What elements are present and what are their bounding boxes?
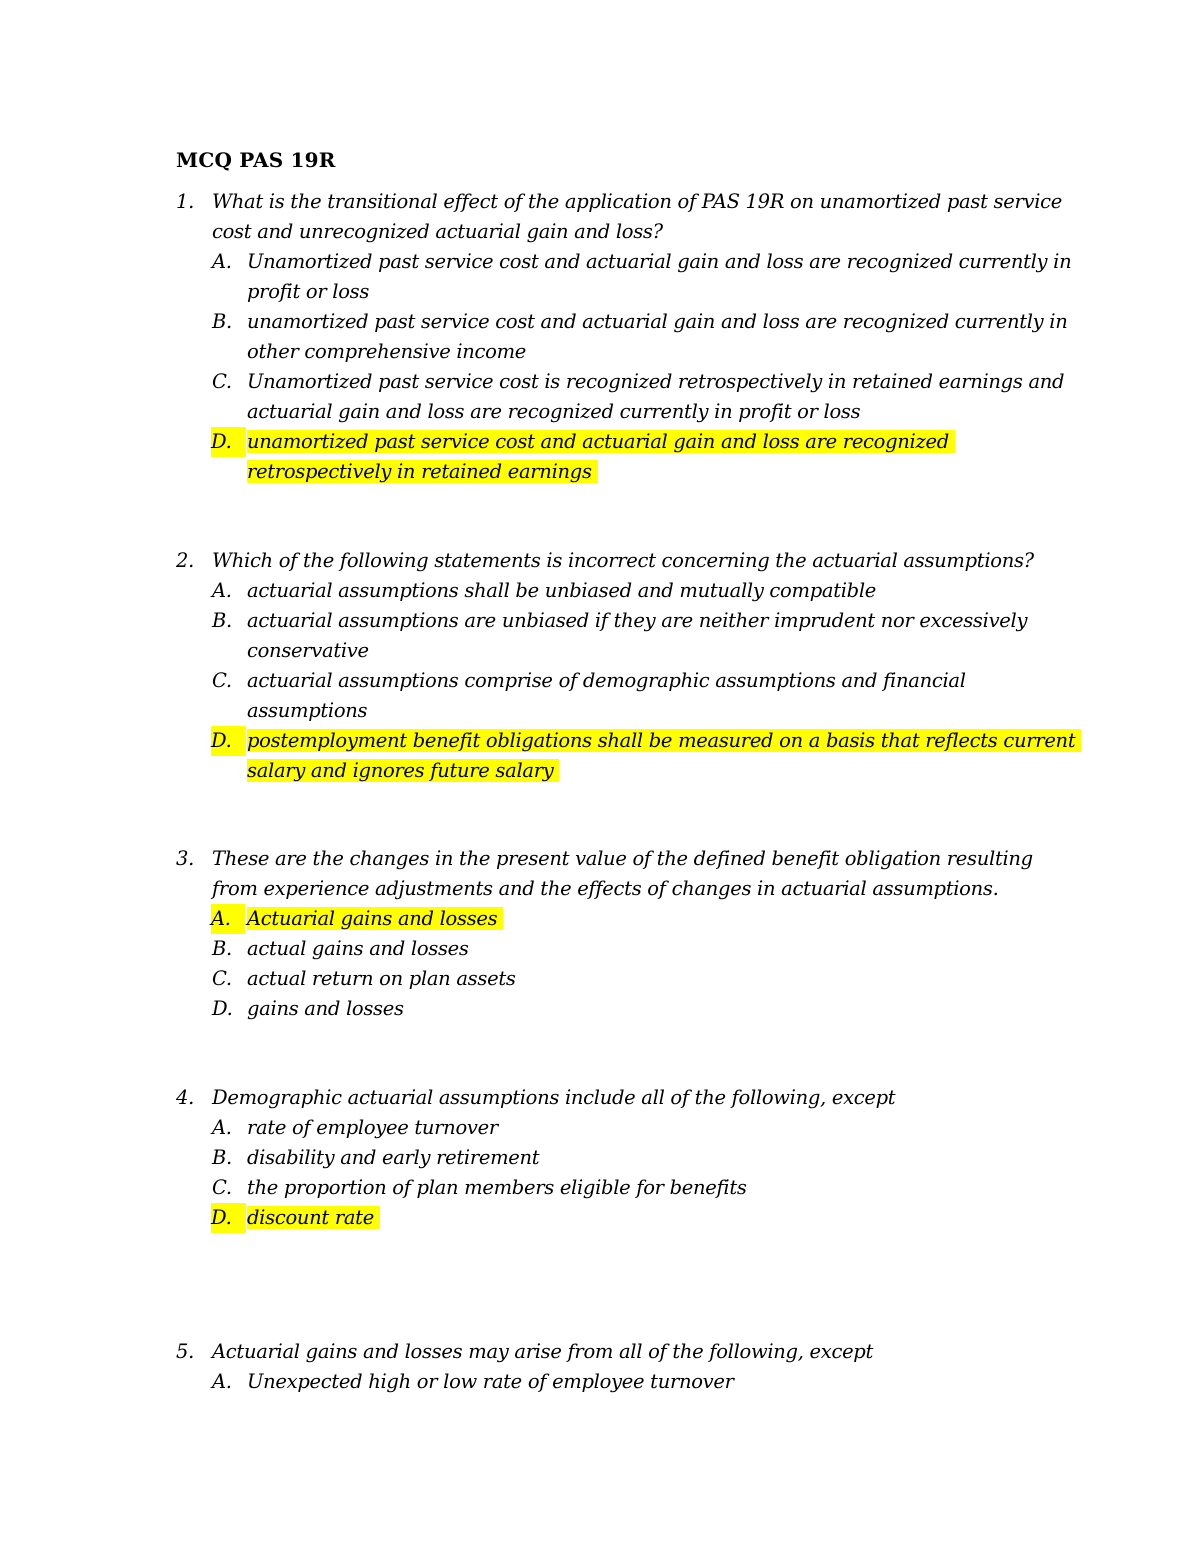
option-letter: C. [212,967,232,990]
option-a [176,576,1076,606]
option-list [176,1367,1076,1397]
option-letter: B. [212,310,232,333]
question-stem [176,1337,1076,1367]
option-text: Unamortized past service cost and actuarial gain and loss are recognized currently in profit or loss [247,250,1072,303]
question-number: 4. [176,1086,195,1109]
option-letter: C. [212,669,232,692]
option-a-answer [176,904,1076,934]
option-text: actuarial assumptions are unbiased if they are neither imprudent nor excessively conservative [247,609,1028,662]
question-text: Actuarial gains and losses may arise from all of the following, except [212,1340,874,1363]
question-1 [176,187,1076,487]
option-text: gains and losses [247,997,404,1020]
option-d-answer [176,427,1076,487]
option-text: Unamortized past service cost is recognized retrospectively in retained earnings and actuarial gain and loss are recognized currently in profit or loss [247,370,1065,423]
option-b [176,307,1076,367]
option-letter: C. [212,1176,232,1199]
question-text: These are the changes in the present value of the defined benefit obligation resulting from experience adjustments and the effects of changes in actuarial assumptions. [212,847,1033,900]
option-text: the proportion of plan members eligible for benefits [247,1176,747,1199]
option-text: unamortized past service cost and actuarial gain and loss are recognized currently in other comprehensive income [247,310,1068,363]
option-c [176,1173,1076,1203]
option-text: disability and early retirement [247,1146,540,1169]
option-text: actuarial assumptions comprise of demographic assumptions and financial assumptions [247,669,966,722]
option-c [176,367,1076,427]
option-text: actuarial assumptions shall be unbiased and mutually compatible [247,579,877,602]
option-letter: A. [211,904,245,934]
option-c [176,666,1076,726]
question-stem [176,546,1076,576]
option-b [176,934,1076,964]
option-list [176,576,1076,786]
question-stem [176,1083,1076,1113]
question-text: Which of the following statements is incorrect concerning the actuarial assumptions? [212,549,1034,572]
option-list [176,247,1076,487]
option-letter: D. [211,1203,246,1233]
option-b [176,1143,1076,1173]
option-d-answer [176,726,1076,786]
option-text-highlighted: postemployment benefit obligations shall be measured on a basis that reflects current salary and ignores future salary [247,729,1081,782]
option-letter: D. [212,997,233,1020]
question-text: What is the transitional effect of the application of PAS 19R on unamortized past service cost and unrecognized actuarial gain and loss? [212,190,1063,243]
option-d [176,994,1076,1024]
question-3 [176,844,1076,1024]
option-letter: A. [212,579,232,602]
option-text: rate of employee turnover [247,1116,498,1139]
question-number: 1. [176,190,195,213]
option-text: actual gains and losses [247,937,469,960]
question-number: 2. [176,549,195,572]
option-a [176,1367,1076,1397]
option-text-highlighted: unamortized past service cost and actuarial gain and loss are recognized retrospectively in retained earnings [247,430,955,483]
question-stem [176,187,1076,247]
option-letter: D. [211,726,246,756]
option-b [176,606,1076,666]
question-number: 3. [176,847,195,870]
option-text-highlighted: Actuarial gains and losses [247,907,503,930]
option-letter: A. [212,250,232,273]
option-list [176,904,1076,1024]
option-letter: A. [212,1370,232,1393]
option-letter: B. [212,1146,232,1169]
question-5 [176,1337,1076,1397]
option-text: actual return on plan assets [247,967,516,990]
option-letter: A. [212,1116,232,1139]
option-letter: B. [212,609,232,632]
option-d-answer [176,1203,1076,1233]
option-text-highlighted: discount rate [247,1206,380,1229]
question-stem [176,844,1076,904]
question-number: 5. [176,1340,195,1363]
question-4 [176,1083,1076,1233]
option-letter: C. [212,370,232,393]
option-list [176,1113,1076,1233]
option-a [176,247,1076,307]
question-text: Demographic actuarial assumptions include all of the following, except [212,1086,896,1109]
option-letter: D. [211,427,246,457]
option-text: Unexpected high or low rate of employee turnover [247,1370,734,1393]
question-2 [176,546,1076,786]
option-c [176,964,1076,994]
document-title: MCQ PAS 19R [176,148,336,172]
option-letter: B. [212,937,232,960]
option-a [176,1113,1076,1143]
